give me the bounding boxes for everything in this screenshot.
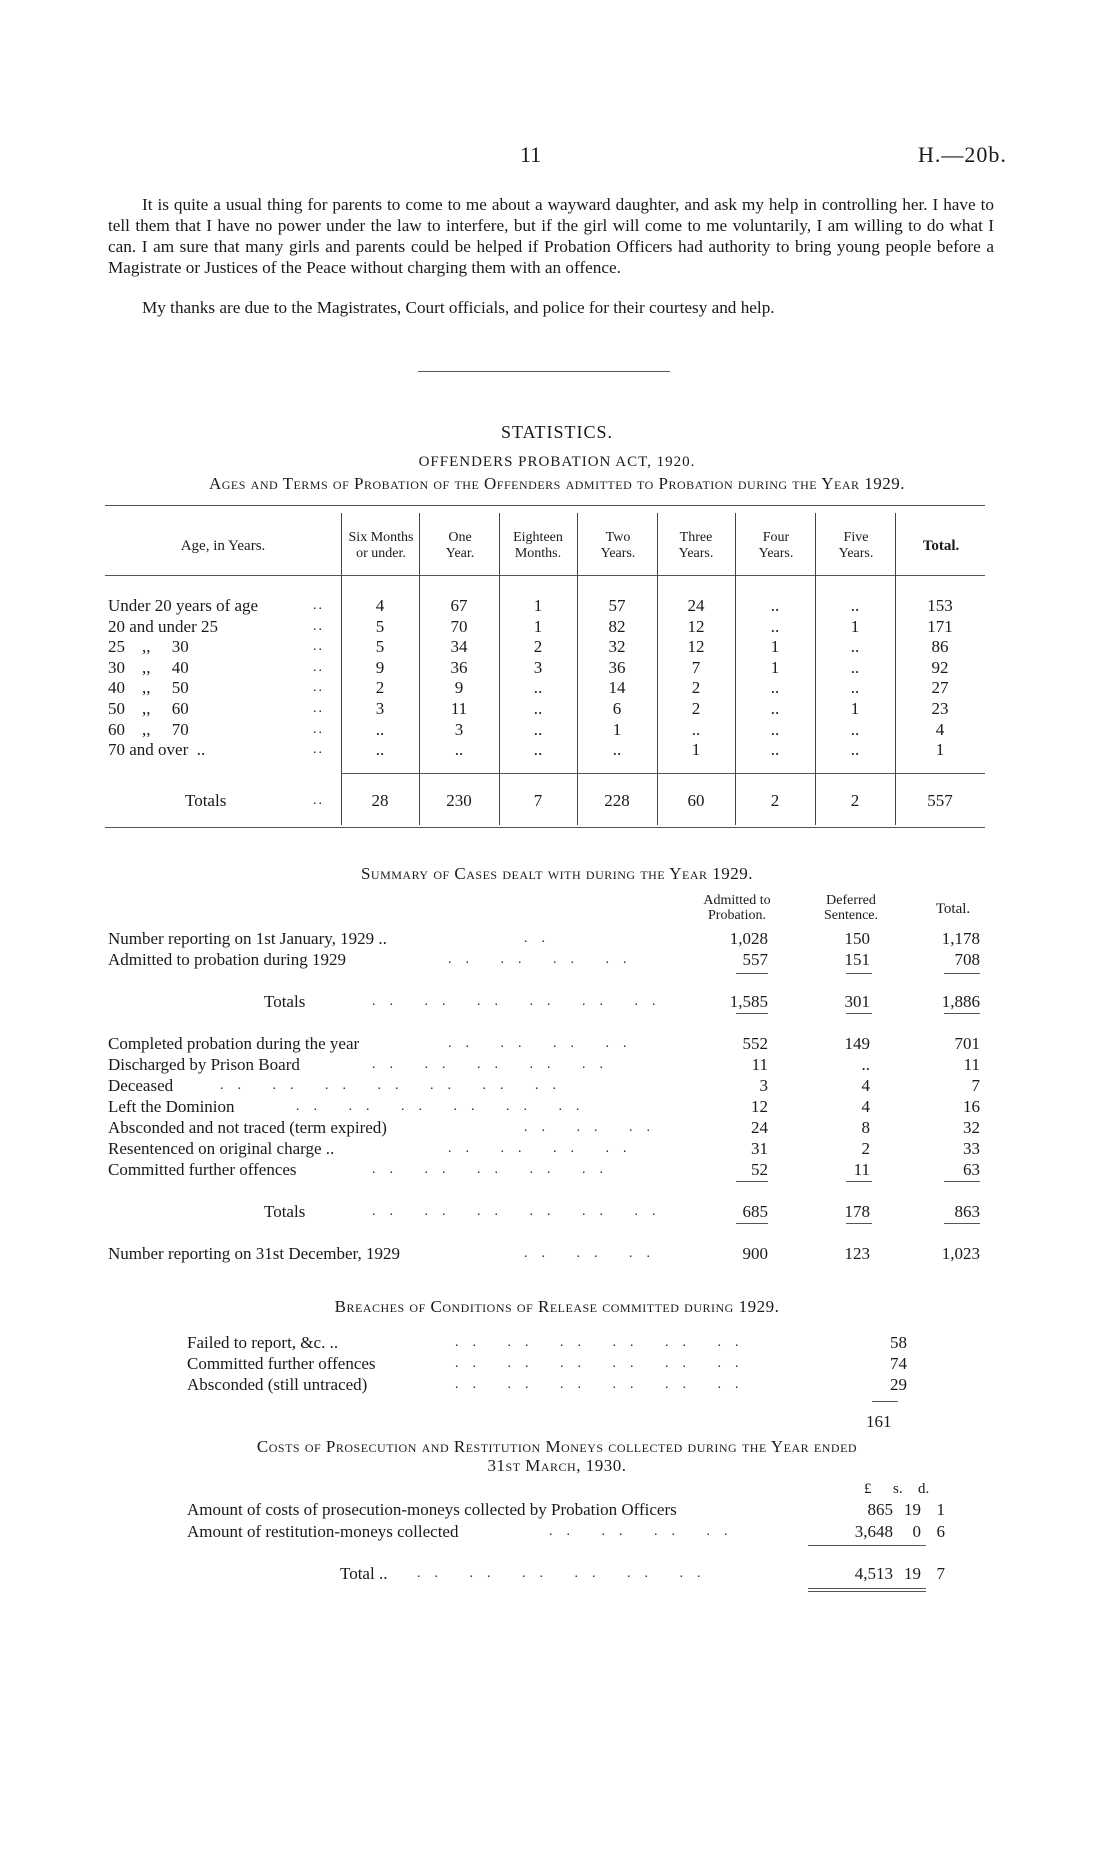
row-label: Under 20 years of age [108, 596, 259, 615]
table-cell: .. [770, 596, 780, 615]
totals-cell: 230 [446, 791, 472, 810]
ages-table-title: Ages and Terms of Probation of the Offenders admitted to Probation during the Year 1929. [208, 474, 906, 493]
table-cell: .. [533, 699, 543, 718]
summary-value: 123 [844, 1244, 870, 1263]
cost-shillings: 19 [904, 1564, 921, 1583]
summary-row [108, 1244, 988, 1265]
cost-label: Amount of costs of prosecution-moneys collected by Probation Officers [187, 1500, 677, 1519]
table-cell: 1 [770, 637, 780, 657]
summary-rule [846, 973, 872, 974]
table-cell: .. [533, 678, 543, 698]
cost-pence: 6 [936, 1522, 945, 1541]
table-cell: 5 [375, 637, 385, 657]
row-label: 50 ,, 60 [108, 699, 189, 718]
leader-dots: .. .. .. [524, 1246, 664, 1261]
column-divider [419, 513, 420, 825]
row-label: 25 ,, 30 [108, 637, 189, 657]
costs-total-rule [808, 1545, 926, 1546]
table-cell: 3 [533, 657, 543, 677]
summary-label: Number reporting on 1st January, 1929 .. [108, 929, 387, 948]
table-cell: .. [850, 657, 860, 677]
summary-row [108, 1202, 988, 1223]
table-cell: .. [454, 740, 464, 760]
row-label: 30 ,, 40 [108, 657, 189, 677]
summary-value: 685 [742, 1202, 768, 1221]
leader-dots: .. .. .. .. .. .. .. [220, 1078, 570, 1093]
leader-dots: .. .. .. .. .. .. [455, 1377, 753, 1392]
summary-value: 4 [861, 1097, 870, 1116]
summary-rule [944, 973, 980, 974]
header-age: Age, in Years. [180, 538, 266, 554]
summary-rule [846, 1181, 872, 1182]
table-cell: 9 [454, 678, 464, 698]
column-divider [577, 513, 578, 825]
header-one-year: One Year. [445, 530, 475, 561]
table-cell: .. [850, 637, 860, 657]
table-cell: 11 [450, 699, 468, 718]
summary-value: 32 [963, 1118, 980, 1137]
summary-value: 708 [954, 950, 980, 969]
summary-label: Admitted to probation during 1929 [108, 950, 346, 969]
summary-value: 3 [759, 1076, 768, 1095]
summary-rule [736, 1181, 768, 1182]
table-cell: 86 [931, 637, 949, 657]
summary-label: Totals [264, 1202, 306, 1221]
table-cell: 1 [770, 657, 780, 677]
table-bottom-rule [105, 827, 985, 828]
leader-dots: .. [313, 793, 324, 808]
table-cell: 1 [850, 616, 860, 636]
summary-value: 24 [751, 1118, 768, 1137]
act-title: OFFENDERS PROBATION ACT, 1920. [418, 454, 696, 470]
summary-value: 1,886 [941, 992, 980, 1011]
col-header-total: Total. [935, 901, 971, 917]
header-five-years: Five Years. [838, 530, 874, 561]
table-cell: .. [533, 740, 543, 760]
table-cell: 4 [935, 719, 945, 739]
costs-title-line2: 31st March, 1930. [487, 1456, 627, 1475]
summary-row [108, 992, 988, 1013]
page-number: 11 [520, 142, 542, 167]
summary-rule [944, 1181, 980, 1182]
table-cell: 1 [612, 719, 622, 739]
cost-pounds: 4,513 [854, 1564, 893, 1583]
summary-value: 52 [751, 1160, 768, 1179]
summary-label: Discharged by Prison Board [108, 1055, 300, 1074]
table-top-rule [105, 505, 985, 506]
table-cell: .. [850, 596, 860, 615]
summary-label: Totals [264, 992, 306, 1011]
leader-dots: .. [313, 721, 324, 737]
row-label: 40 ,, 50 [108, 678, 189, 698]
leader-dots: .. [313, 680, 324, 696]
summary-value: 7 [971, 1076, 980, 1095]
table-cell: 3 [454, 719, 464, 739]
intro-paragraph-2: My thanks are due to the Magistrates, Court officials, and police for their courtesy and help. [142, 298, 775, 317]
breach-total-rule [872, 1401, 898, 1402]
summary-value: 1,585 [729, 992, 768, 1011]
section-divider [418, 371, 670, 372]
leader-dots: .. [313, 639, 324, 655]
totals-label: Totals [185, 791, 227, 810]
summary-rule [736, 973, 768, 974]
table-cell: 1 [935, 740, 945, 760]
cost-shillings: 19 [904, 1500, 921, 1519]
breach-label: Committed further offences [187, 1354, 376, 1373]
leader-dots: .. .. .. .. .. [372, 1057, 617, 1072]
summary-label: Completed probation during the year [108, 1034, 360, 1053]
totals-cell: 557 [927, 791, 953, 810]
summary-value: 150 [844, 929, 870, 948]
summary-value: 11 [963, 1055, 980, 1074]
breach-value: 58 [890, 1333, 907, 1352]
cost-row [187, 1564, 945, 1585]
summary-rule [736, 1223, 768, 1224]
costs-double-rule [808, 1588, 926, 1589]
summary-value: 301 [844, 992, 870, 1011]
summary-title: Summary of Cases dealt with during the Year 1929. [360, 864, 754, 883]
summary-value: 151 [844, 950, 870, 969]
cost-label: Total .. [340, 1564, 388, 1583]
table-cell: .. [691, 719, 701, 739]
table-cell: .. [770, 616, 780, 636]
summary-value: 11 [751, 1055, 768, 1074]
table-cell: 82 [608, 616, 626, 636]
row-label: 70 and over .. [108, 740, 206, 760]
table-cell: 27 [931, 678, 949, 698]
summary-rule [736, 1013, 768, 1014]
cost-shillings: 0 [912, 1522, 921, 1541]
summary-rule [846, 1013, 872, 1014]
leader-dots: .. .. .. .. [448, 1036, 641, 1051]
leader-dots: .. .. .. .. .. .. [372, 994, 670, 1009]
summary-value: 11 [853, 1160, 870, 1179]
leader-dots: .. [313, 598, 324, 613]
cost-pence: 7 [936, 1564, 945, 1583]
breach-label: Failed to report, &c. .. [187, 1333, 339, 1352]
table-cell: 2 [691, 699, 701, 718]
summary-label: Resentenced on original charge .. [108, 1139, 335, 1158]
totals-cell: 228 [604, 791, 630, 810]
summary-value: 178 [844, 1202, 870, 1221]
table-cell: 24 [687, 596, 705, 615]
table-cell: 12 [687, 637, 705, 657]
column-divider [657, 513, 658, 825]
table-cell: 57 [608, 596, 626, 615]
pounds-header: £ [864, 1481, 872, 1497]
summary-value: 1,028 [729, 929, 768, 948]
table-cell: 1 [850, 699, 860, 718]
table-cell: 92 [931, 657, 949, 677]
breach-row [187, 1354, 907, 1375]
summary-value: 2 [861, 1139, 870, 1158]
table-cell: 34 [450, 637, 468, 657]
summary-row [108, 929, 988, 950]
column-divider [735, 513, 736, 825]
summary-value: 4 [861, 1076, 870, 1095]
summary-label: Committed further offences [108, 1160, 297, 1179]
leader-dots: .. .. .. .. .. .. [455, 1356, 753, 1371]
row-label: 60 ,, 70 [108, 719, 189, 739]
totals-cell: 2 [850, 791, 860, 810]
summary-value: 1,023 [941, 1244, 980, 1263]
table-cell: .. [533, 719, 543, 739]
table-cell: .. [850, 678, 860, 698]
summary-value: 12 [751, 1097, 768, 1116]
totals-cell: 2 [770, 791, 780, 810]
summary-label: Absconded and not traced (term expired) [108, 1118, 387, 1137]
table-cell: 1 [691, 740, 701, 760]
row-label: 20 and under 25 [108, 616, 219, 636]
ages-table [105, 505, 985, 828]
leader-dots: .. .. .. .. .. .. [372, 1204, 670, 1219]
table-cell: .. [612, 740, 622, 760]
header-three-years: Three Years. [678, 530, 714, 561]
table-cell: 2 [533, 637, 543, 657]
leader-dots: .. .. .. .. .. .. [296, 1099, 594, 1114]
table-cell: 14 [608, 678, 626, 698]
breaches-title: Breaches of Conditions of Release committed during 1929. [334, 1297, 780, 1316]
summary-label: Number reporting on 31st December, 1929 [108, 1244, 401, 1263]
table-cell: 32 [608, 637, 626, 657]
summary-rule [944, 1223, 980, 1224]
leader-dots: .. .. .. .. [448, 1141, 641, 1156]
header-total: Total. [922, 538, 960, 554]
header-six-months: Six Months or under. [348, 530, 414, 561]
leader-dots: .. [313, 742, 324, 758]
table-cell: .. [850, 719, 860, 739]
costs-title-line1: Costs of Prosecution and Restitution Moneys collected during the Year ended [256, 1437, 858, 1456]
summary-value: 16 [963, 1097, 980, 1116]
table-cell: 5 [375, 616, 385, 636]
leader-dots: .. .. .. .. [549, 1524, 742, 1539]
summary-value: 701 [954, 1034, 980, 1053]
statistics-title: STATISTICS. [500, 422, 614, 442]
document-reference: H.—20b. [918, 142, 1007, 167]
summary-row [108, 1076, 988, 1097]
leader-dots: .. .. .. .. [448, 952, 641, 967]
summary-value: .. [861, 1055, 870, 1074]
table-cell: 67 [450, 596, 468, 615]
table-cell: 2 [375, 678, 385, 698]
summary-row [108, 1139, 988, 1160]
table-cell: 3 [375, 699, 385, 718]
leader-dots: .. .. .. .. .. .. [455, 1335, 753, 1350]
summary-rule [944, 1013, 980, 1014]
summary-value: 8 [861, 1118, 870, 1137]
table-cell: 171 [927, 616, 953, 636]
header-two-years: Two Years. [600, 530, 636, 561]
table-cell: 1 [533, 616, 543, 636]
cost-pounds: 3,648 [854, 1522, 893, 1541]
table-cell: .. [375, 740, 385, 760]
breach-label: Absconded (still untraced) [187, 1375, 368, 1394]
column-divider [815, 513, 816, 825]
totals-rule [341, 773, 985, 774]
cost-row [187, 1522, 945, 1543]
summary-row [108, 1055, 988, 1076]
col-header-admitted: Admitted to Probation. [703, 893, 771, 923]
table-cell: 4 [375, 596, 385, 615]
cost-row [187, 1500, 945, 1521]
summary-value: 149 [844, 1034, 870, 1053]
summary-label: Deceased [108, 1076, 174, 1095]
table-cell: 23 [931, 699, 949, 718]
summary-rule [846, 1223, 872, 1224]
costs-double-rule [808, 1591, 926, 1592]
breach-row [187, 1333, 907, 1354]
totals-cell: 60 [687, 791, 705, 810]
leader-dots: .. [313, 701, 324, 716]
header-eighteen-months: Eighteen Months. [513, 530, 563, 561]
summary-label: Left the Dominion [108, 1097, 235, 1116]
summary-value: 1,178 [941, 929, 980, 948]
table-cell: 6 [612, 699, 622, 718]
intro-paragraph-1: It is quite a usual thing for parents to come to me about a wayward daughter, and ask my help in controlling her. I have to tell them that I have no power under the law to interfere, but if the girl will come to me voluntarily, I am willing to do what I can. I am sure that many girls and parents could be helped if Probation Officers had authority to bring young people before a Magistrate or Justices of the Peace without charging them with an offence. [108, 195, 994, 277]
pence-header: d. [918, 1481, 930, 1497]
table-cell: .. [375, 719, 385, 739]
col-header-deferred: Deferred Sentence. [823, 893, 879, 923]
summary-value: 33 [963, 1139, 980, 1158]
table-cell: 153 [927, 596, 953, 615]
column-divider [341, 513, 342, 825]
shillings-header: s. [893, 1481, 903, 1497]
leader-dots: .. .. .. [524, 1120, 664, 1135]
table-cell: .. [770, 719, 780, 739]
table-cell: 36 [608, 657, 626, 677]
table-cell: 70 [450, 616, 468, 636]
table-cell: .. [850, 740, 860, 760]
summary-value: 63 [963, 1160, 980, 1179]
table-cell: 9 [375, 657, 385, 677]
column-divider [499, 513, 500, 825]
totals-cell: 28 [371, 791, 389, 810]
summary-row [108, 1160, 988, 1181]
cost-label: Amount of restitution-moneys collected [187, 1522, 459, 1541]
summary-value: 552 [742, 1034, 768, 1053]
breach-value: 29 [890, 1375, 907, 1394]
cost-pounds: 865 [867, 1500, 893, 1519]
table-cell: 1 [533, 596, 543, 615]
leader-dots: .. .. .. .. .. .. [417, 1566, 715, 1581]
table-cell: .. [770, 740, 780, 760]
table-cell: 7 [691, 657, 701, 677]
leader-dots: .. .. .. .. .. [372, 1162, 617, 1177]
summary-value: 557 [742, 950, 768, 969]
column-divider [895, 513, 896, 825]
summary-value: 863 [954, 1202, 980, 1221]
summary-row [108, 950, 988, 971]
table-cell: 2 [691, 678, 701, 698]
cost-pence: 1 [936, 1500, 945, 1519]
summary-row [108, 1097, 988, 1118]
summary-value: 900 [742, 1244, 768, 1263]
breach-value: 74 [890, 1354, 907, 1373]
table-cell: .. [770, 678, 780, 698]
summary-value: 31 [751, 1139, 768, 1158]
leader-dots: .. [524, 931, 559, 946]
breach-total: 161 [866, 1412, 892, 1431]
leader-dots: .. [313, 618, 324, 634]
breach-row [187, 1375, 907, 1396]
summary-row [108, 1034, 988, 1055]
table-cell: .. [770, 699, 780, 718]
leader-dots: .. [313, 659, 324, 675]
summary-row [108, 1118, 988, 1139]
table-cell: 12 [687, 616, 705, 636]
header-four-years: Four Years. [758, 530, 794, 561]
totals-cell: 7 [533, 791, 543, 810]
table-cell: 36 [450, 657, 468, 677]
